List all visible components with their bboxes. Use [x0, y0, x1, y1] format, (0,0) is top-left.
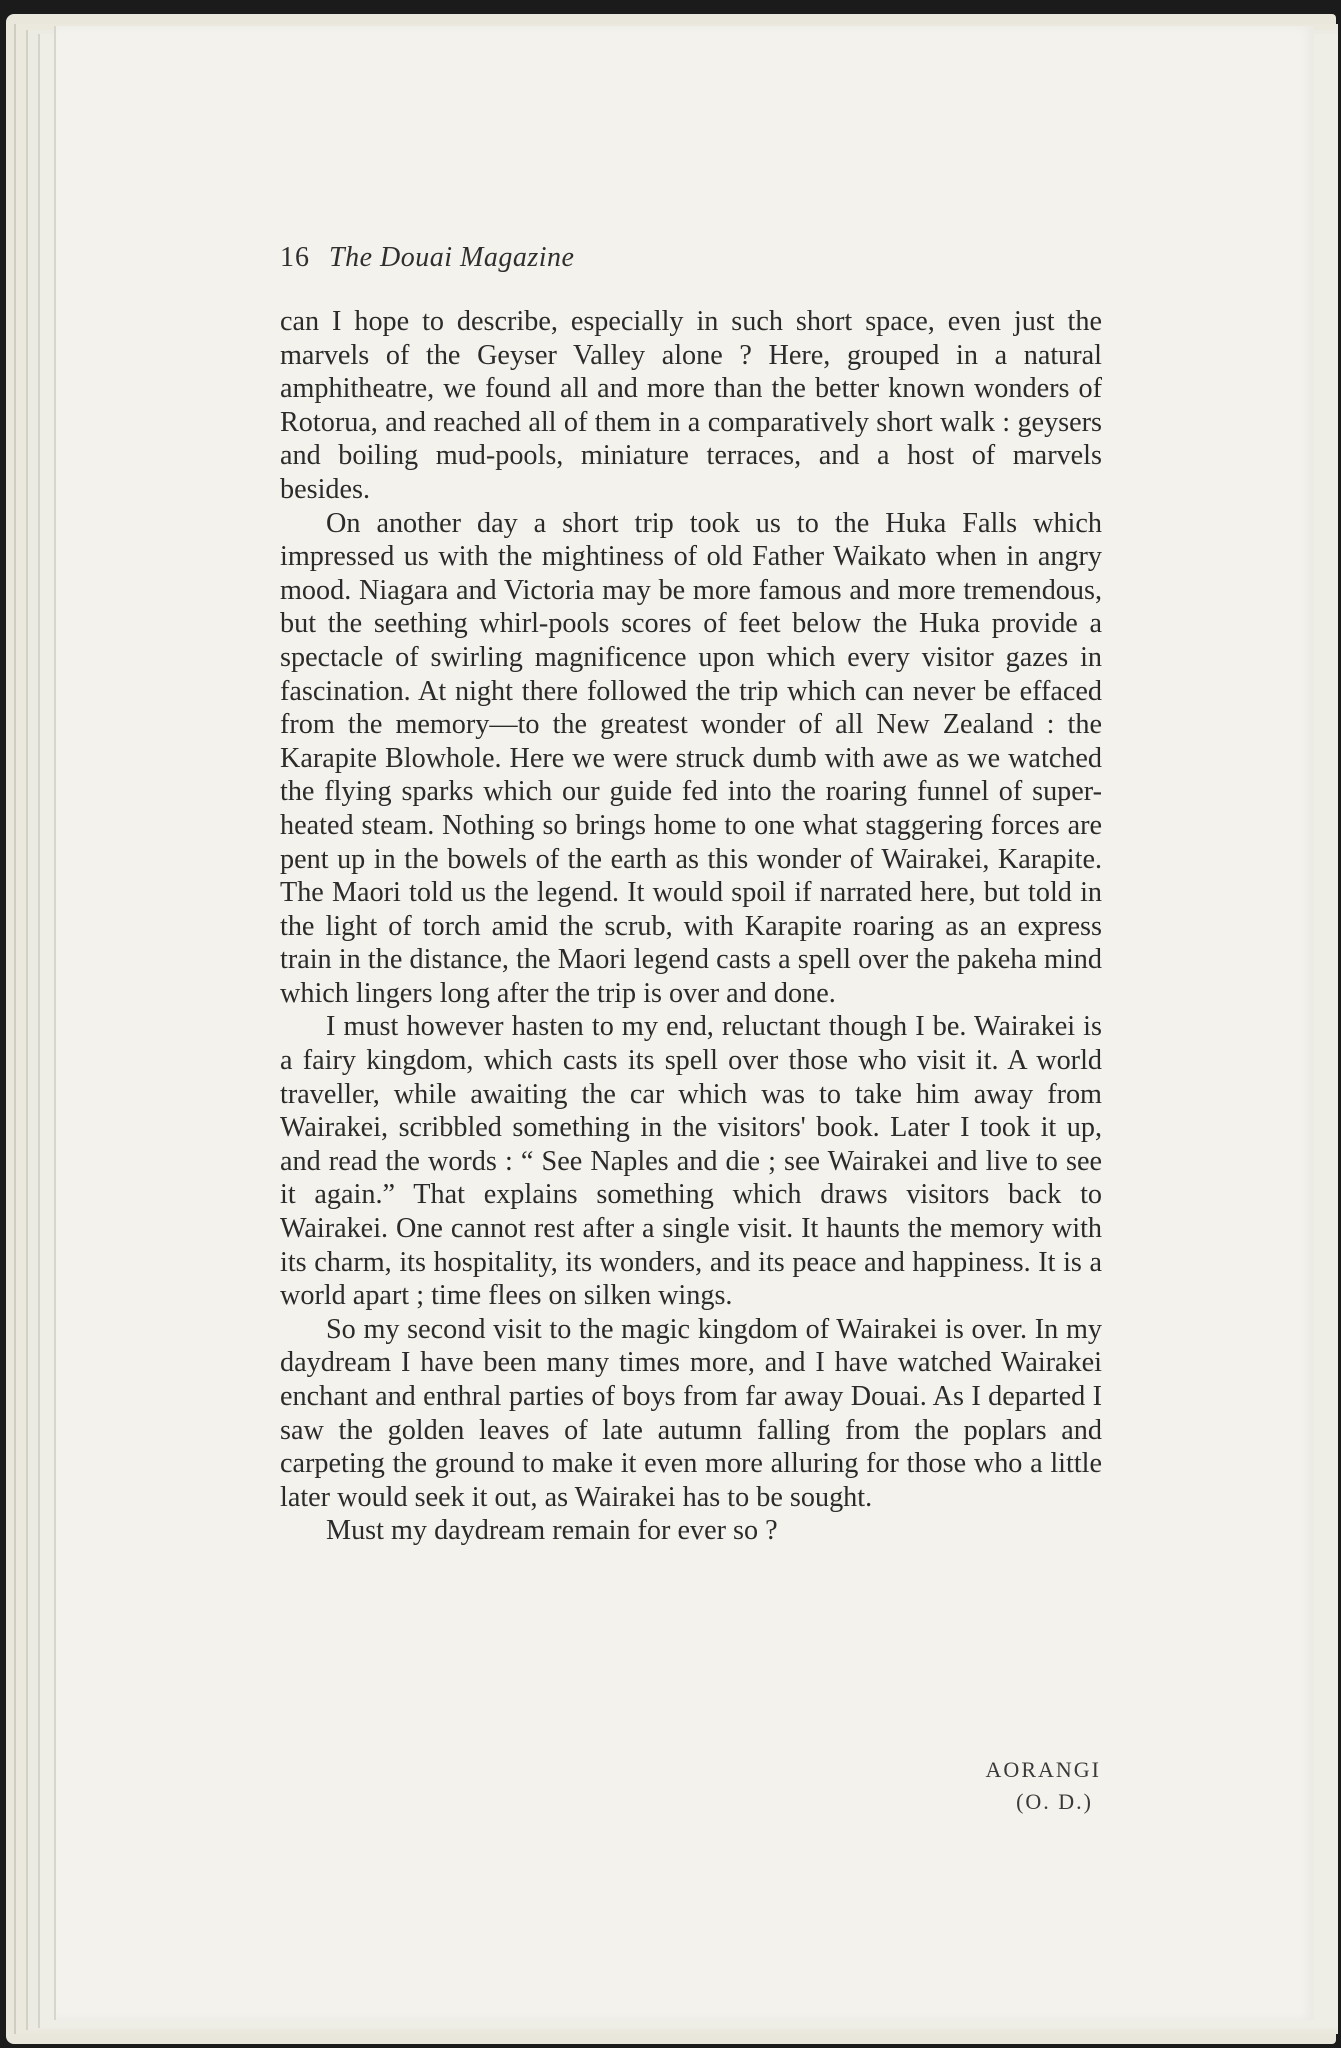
author-signature — [986, 1754, 1101, 1818]
paragraph: I must however hasten to my end, reluctant though I be. Wairakei is a fairy kingdom, which casts its spell over those who visit it. A world traveller, while awaiting the car which was to take him away from Wairakei, scribbled something in the visitors' book. Later I took it up, and read the words : “ See Naples and die ; see Wairakei and live to see it again.” That explains something which draws visitors back to Wairakei. One cannot rest after a single visit. It haunts the memory with its charm, its hospitality, its wonders, and its peace and happiness. It is a world apart ; time flees on silken wings. — [280, 1011, 1102, 1312]
article-body — [280, 305, 1102, 1548]
author-initials: (O. D.) — [1016, 1789, 1093, 1814]
paragraph: can I hope to describe, especially in such short space, even just the marvels of the Geyser Valley alone ? Here, grouped in a natural amphitheatre, we found all and more than the better known wonders of Rotorua, and reached all of them in a comparatively short walk : geysers and boiling mud-pools, miniature terraces, and a host of marvels besides. — [280, 306, 1102, 505]
paragraph: So my second visit to the magic kingdom of Wairakei is over. In my daydream I have been many times more, and I have watched Wairakei enchant and enthral parties of boys from far away Douai. As I departed I saw the golden leaves of late autumn falling from the poplars and carpeting the ground to make it even more alluring for those who a little later would seek it out, as Wairakei has to be sought. — [280, 1313, 1102, 1513]
paragraph: Must my daydream remain for ever so ? — [326, 1515, 778, 1547]
magazine-title: The Douai Magazine — [329, 242, 575, 273]
running-head — [280, 242, 574, 274]
paragraph: On another day a short trip took us to the Huka Falls which impressed us with the mightiness of old Father Waikato when in angry mood. Niagara and Victoria may be more famous and more tremendous, but the seething whirl-pools scores of feet below the Huka provide a spectacle of swirling magnificence upon which every visitor gazes in fascination. At night there followed the trip which can never be effaced from the memory—to the greatest wonder of all New Zealand : the Karapite Blowhole. Here we were struck dumb with awe as we watched the flying sparks which our guide fed into the roaring funnel of super-heated steam. Nothing so brings home to one what staggering forces are pent up in the bowels of the earth as this wonder of Wairakei, Karapite. The Maori told us the legend. It would spoil if narrated here, but told in the light of torch amid the scrub, with Karapite roaring as an express train in the distance, the Maori legend casts a spell over the pakeha mind which lingers long after the trip is over and done. — [280, 507, 1102, 1009]
author-name: AORANGI — [985, 1757, 1101, 1782]
page-number: 16 — [280, 242, 310, 273]
